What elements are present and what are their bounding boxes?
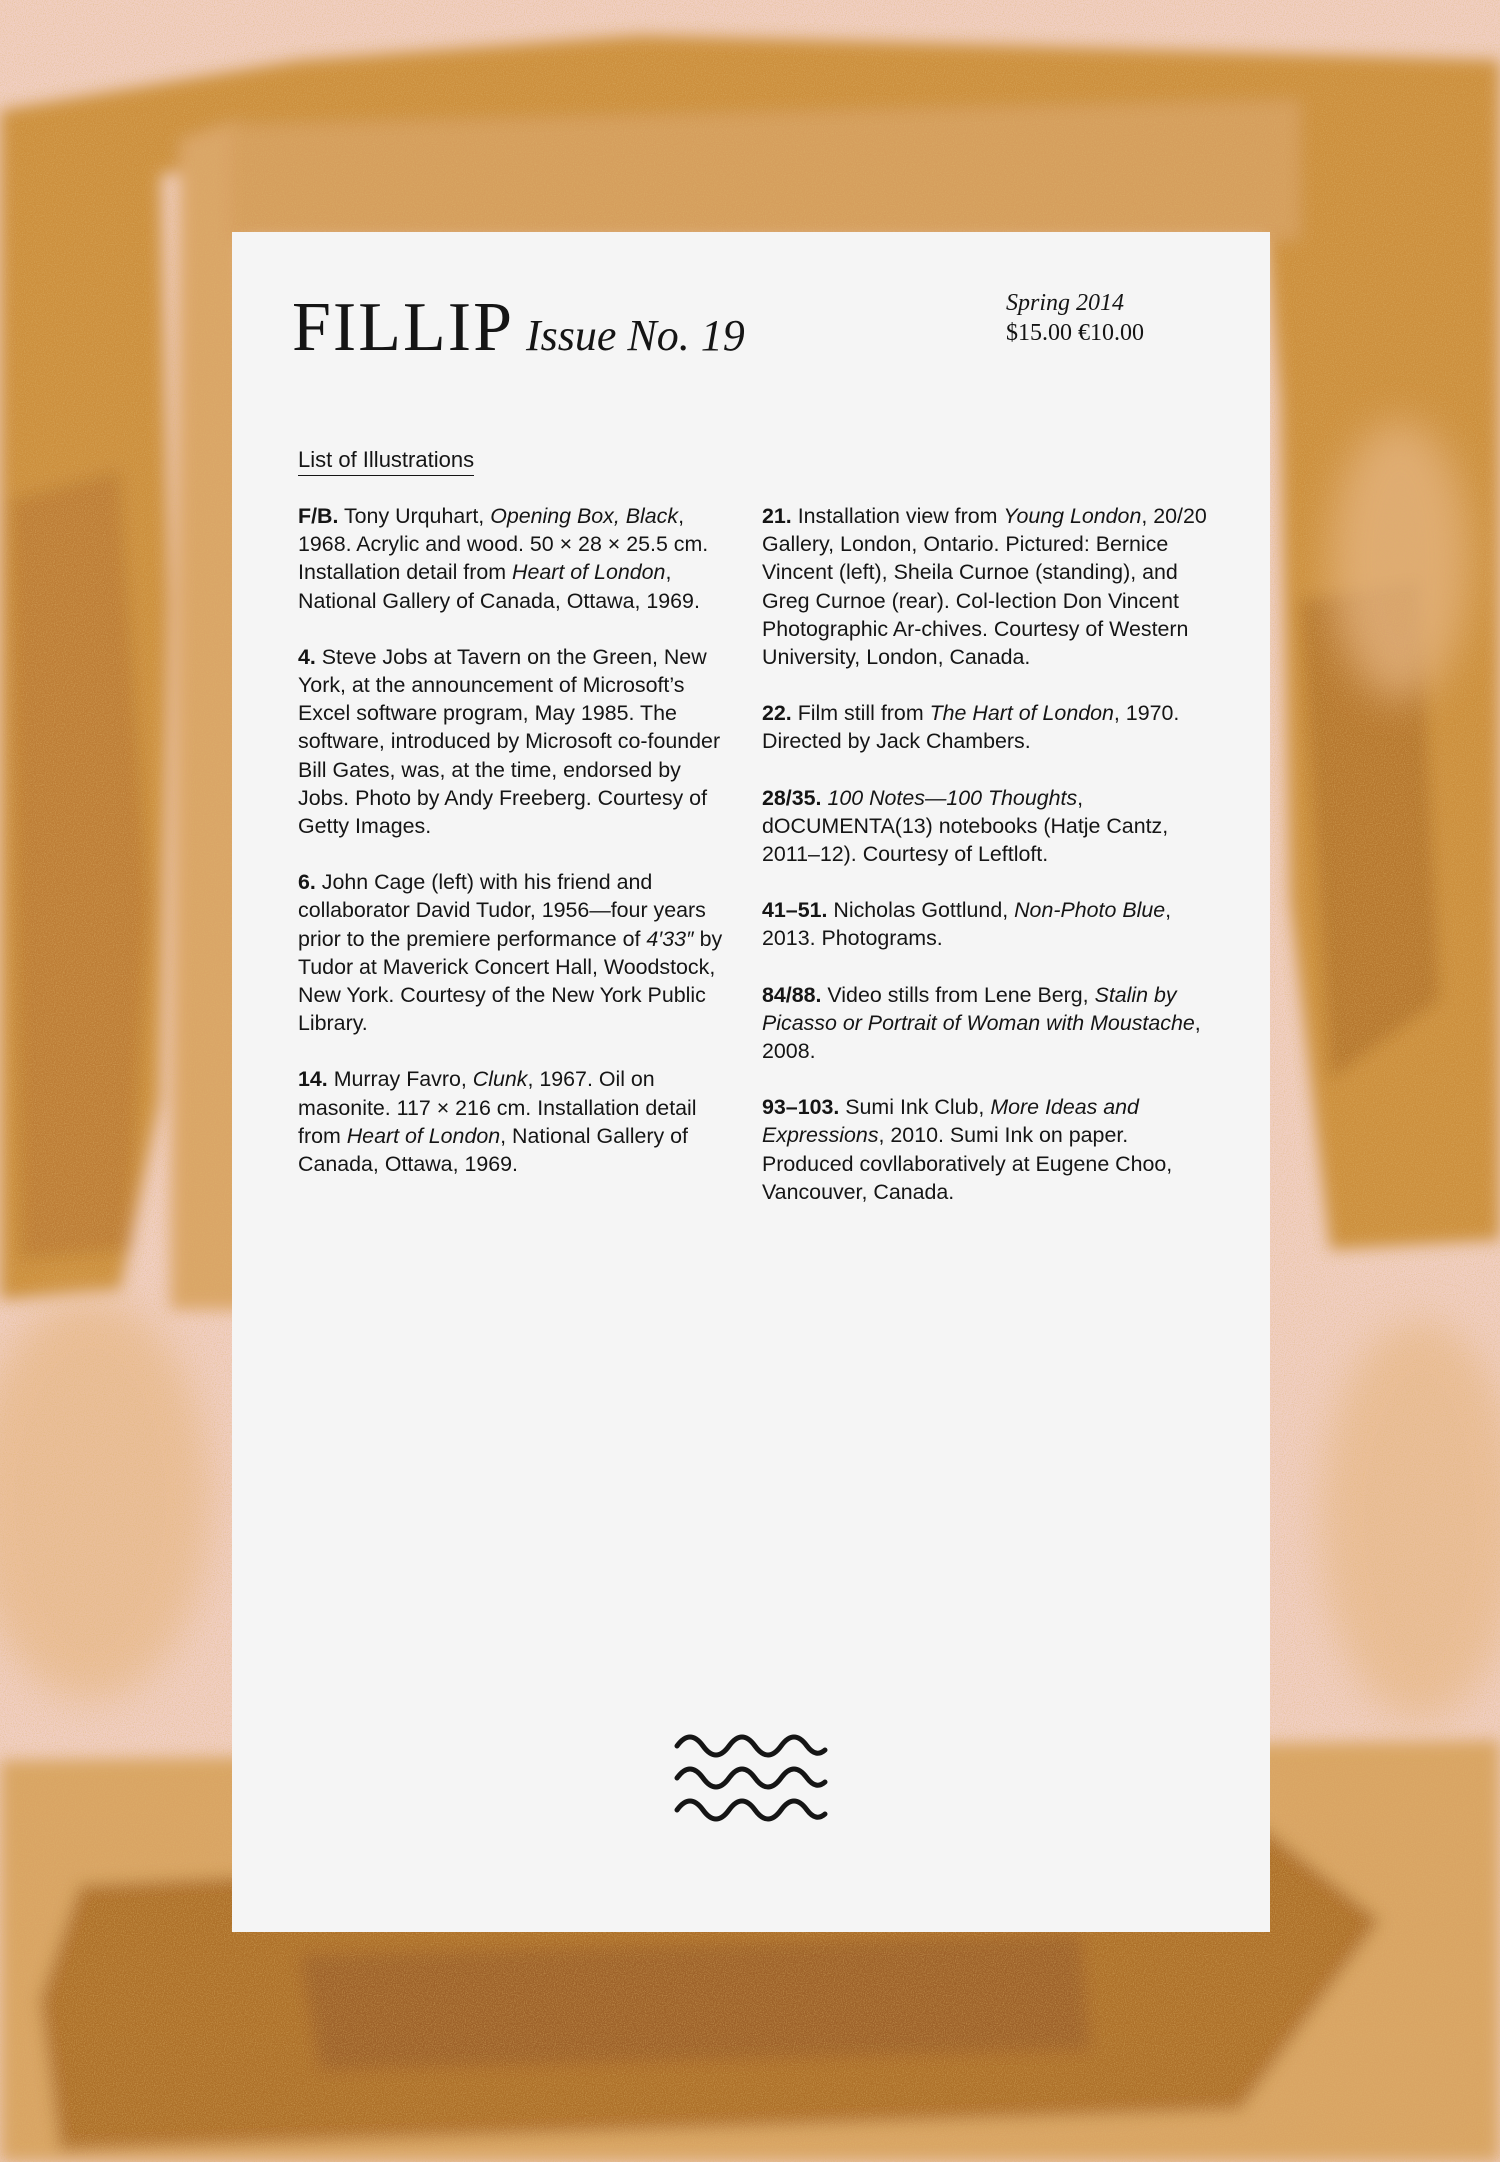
work-title: Clunk (472, 1067, 528, 1092)
illustration-number: F/B. (298, 504, 339, 528)
caption-text: , dOCUMENTA(13) notebooks (Hatje Cantz, 2011–12). Courtesy of Leftloft. (762, 785, 1169, 867)
cover-card (232, 232, 1270, 1932)
work-title: Heart of London (346, 1123, 501, 1148)
illustration-entry (762, 699, 1207, 755)
work-title: 100 Notes—100 Thoughts (827, 785, 1078, 810)
illustration-number: 28/35. (762, 785, 822, 810)
caption-text: , 2008. (762, 1010, 1201, 1064)
caption-text: , 1970. Directed by Jack Chambers. (762, 701, 1180, 754)
illustration-number: 41–51. (762, 898, 828, 923)
caption-text: , 20/20 Gallery, London, Ontario. Pictured: Bernice Vincent (left), Sheila Curnoe (standing), and Greg Curnoe (rear). Col-lection Don Vincent Photographic Ar-chives. Courtesy of Western University, London, Canada. (762, 504, 1207, 670)
caption-text: Film still from (791, 701, 930, 726)
illustration-number: 93–103. (762, 1095, 840, 1120)
illustration-number: 6. (298, 870, 316, 895)
caption-text: , 2010. Sumi Ink on paper. Produced covllaboratively at Eugene Choo, Vancouver, Canada. (762, 1123, 1173, 1204)
work-title: 4′33″ (646, 926, 694, 951)
work-title: More Ideas and Expressions (762, 1095, 1139, 1148)
caption-text: Installation view from (791, 504, 1004, 528)
issue-meta (1006, 288, 1144, 348)
illustration-entry (762, 784, 1207, 869)
caption-text: , 1968. Acrylic and wood. 50 × 28 × 25.5 cm. Installation detail from (298, 504, 709, 585)
illustration-entry (298, 868, 730, 1037)
waves-icon (673, 1726, 829, 1822)
illustration-entry (762, 896, 1207, 952)
issue-number: Issue No. 19 (526, 311, 745, 360)
issue-price: $15.00 €10.00 (1006, 320, 1144, 346)
caption-text: Nicholas Gottlund, (827, 898, 1015, 923)
work-title: Non-Photo Blue (1014, 898, 1166, 923)
illustration-entry (298, 502, 730, 615)
caption-text: , National Gallery of Canada, Ottawa, 1969. (298, 560, 700, 613)
caption-text: , National Gallery of Canada, Ottawa, 1969. (298, 1123, 689, 1177)
caption-text: Murray Favro, (327, 1067, 473, 1092)
masthead (292, 288, 745, 368)
illustration-entry (762, 502, 1207, 671)
section-title: List of Illustrations (298, 446, 474, 476)
issue-season: Spring 2014 (1006, 290, 1125, 316)
illustration-entry (298, 643, 730, 840)
work-title: Stalin by Picasso or Portrait of Woman with Moustache (762, 982, 1195, 1035)
caption-text: John Cage (left) with his friend and collaborator David Tudor, 1956—four years prior to the premiere performance of (298, 870, 706, 951)
caption-text: Sumi Ink Club, (839, 1095, 991, 1120)
caption-text: , 2013. Photograms. (762, 898, 1172, 951)
illustration-number: 22. (762, 701, 792, 726)
illustrations-column-left (298, 502, 730, 1206)
caption-text: Steve Jobs at Tavern on the Green, New York, at the announcement of Microsoft’s Excel software program, May 1985. The software, introduced by Microsoft co-founder Bill Gates, was, at the time, endorsed by Jobs. Photo by Andy Freeberg. Courtesy of Getty Images. (298, 644, 721, 839)
illustration-number: 84/88. (762, 982, 822, 1007)
illustration-entry (762, 981, 1207, 1066)
illustration-number: 4. (298, 644, 316, 669)
illustration-number: 14. (298, 1067, 328, 1092)
illustration-entry (298, 1065, 730, 1178)
caption-text: by Tudor at Maverick Concert Hall, Woodstock, New York. Courtesy of the New York Public Library. (298, 926, 723, 1036)
work-title: Young London (1003, 504, 1142, 528)
work-title: Heart of London (512, 560, 666, 585)
magazine-title: FILLIP (292, 289, 514, 366)
illustrations-column-right (762, 502, 1207, 1234)
caption-text: Video stills from Lene Berg, (821, 982, 1095, 1007)
work-title: The Hart of London (929, 701, 1114, 726)
caption-text: , 1967. Oil on masonite. 117 × 216 cm. Installation detail from (298, 1067, 697, 1148)
illustration-number: 21. (762, 504, 792, 528)
illustration-entry (762, 1093, 1207, 1206)
work-title: Opening Box, Black (490, 504, 679, 528)
caption-text: Tony Urquhart, (338, 504, 491, 528)
